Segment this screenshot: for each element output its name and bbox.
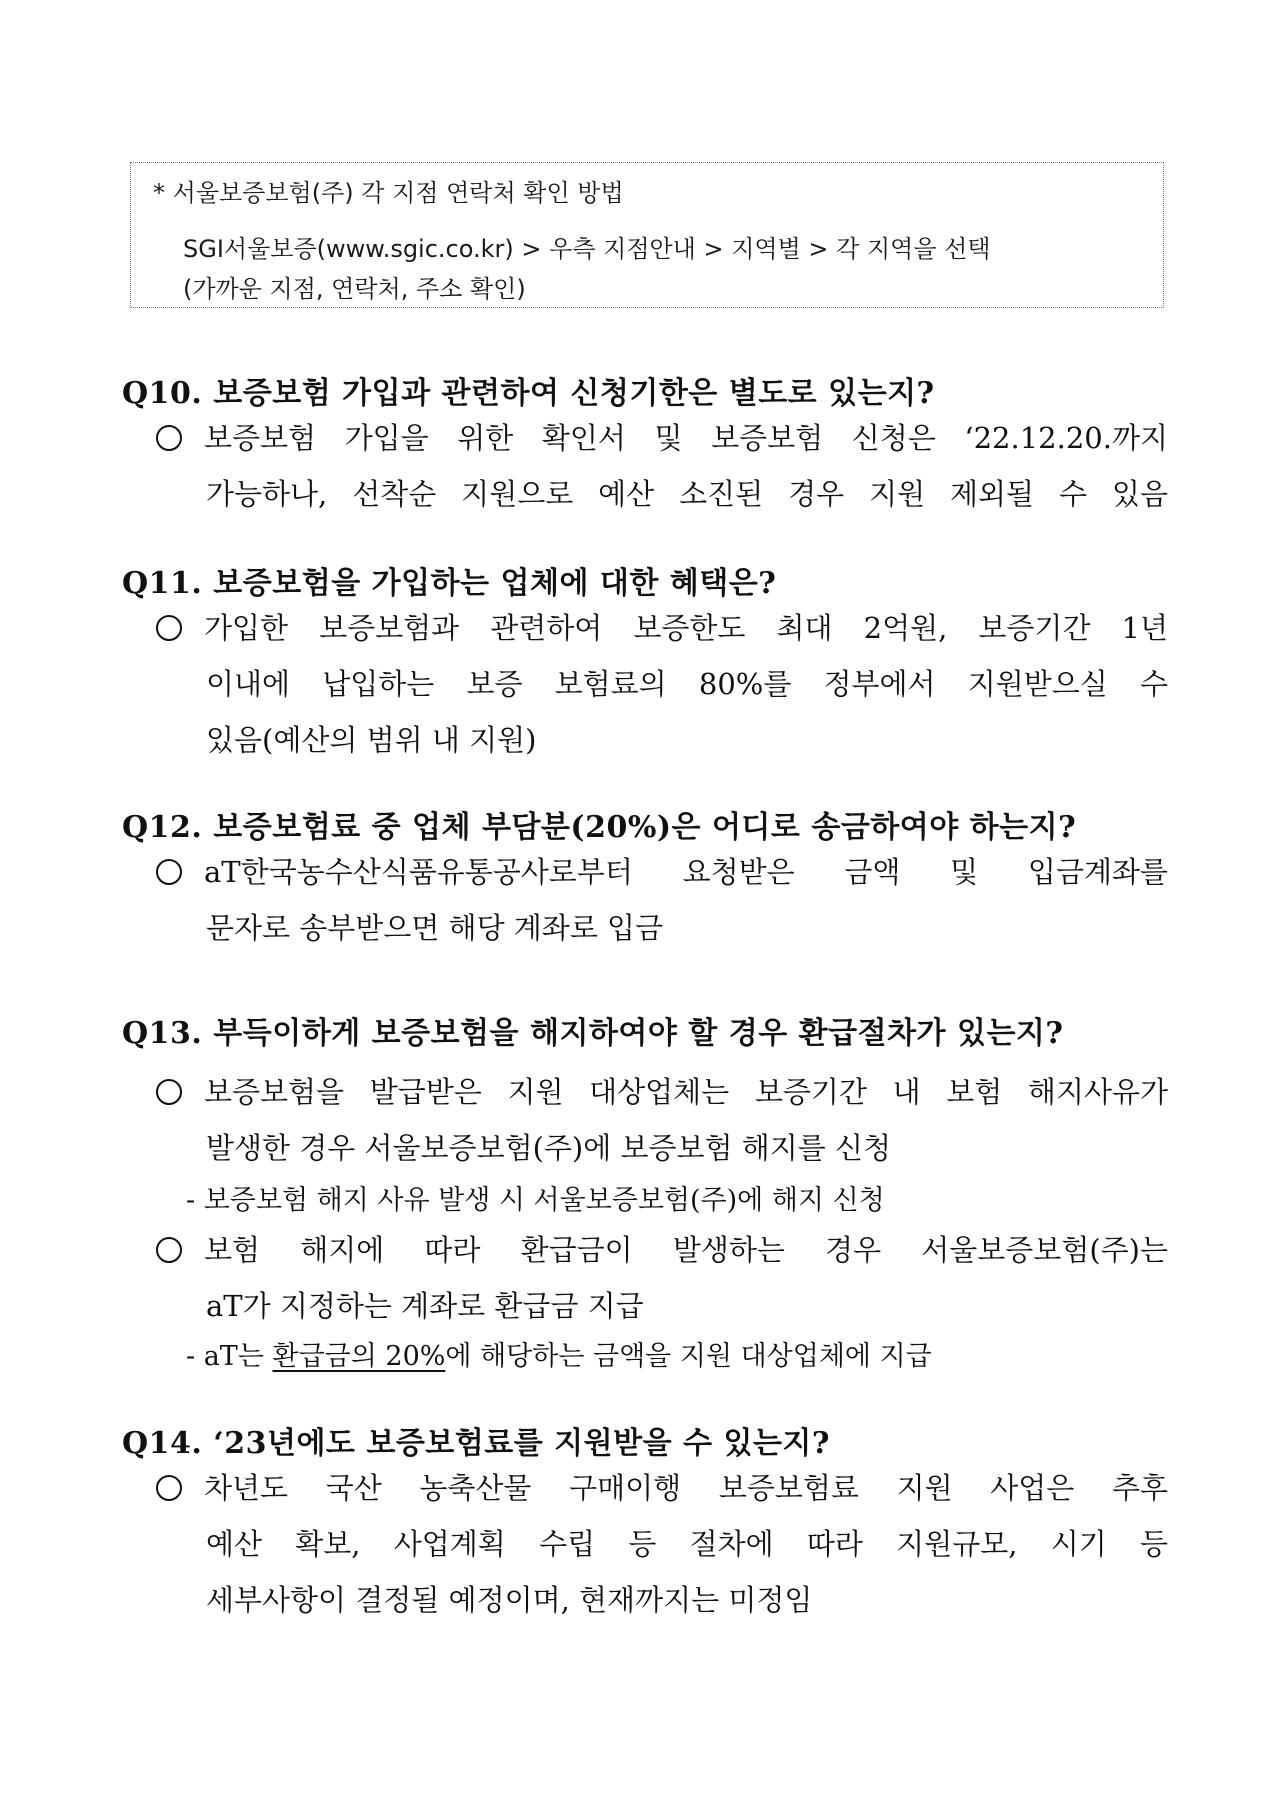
answer-line: 문자로 송부받으면 해당 계좌로 입금 bbox=[206, 911, 664, 945]
answer-line: 이내에 납입하는 보증 보험료의 80%를 정부에서 지원받으실 수 bbox=[206, 667, 1168, 701]
underlined-text: 환급금의 20% bbox=[272, 1341, 446, 1372]
answer-q10 bbox=[156, 410, 1168, 522]
note-detail: (가까운 지점, 연락처, 주소 확인) bbox=[183, 275, 526, 303]
circle-bullet-icon bbox=[156, 1079, 182, 1105]
answer-q12 bbox=[156, 844, 1168, 956]
circle-bullet-icon bbox=[156, 859, 182, 885]
answer-q13-sub-2: - aT는 환급금의 20%에 해당하는 금액을 지원 대상업체에 지급 bbox=[186, 1341, 932, 1372]
answer-line: 세부사항이 결정될 예정이며, 현재까지는 미정임 bbox=[206, 1583, 813, 1617]
note-title: * 서울보증보험(주) 각 지점 연락처 확인 방법 bbox=[153, 179, 624, 207]
answer-line: 있음(예산의 범위 내 지원) bbox=[206, 723, 537, 757]
answer-line: 예산 확보, 사업계획 수립 등 절차에 따라 지원규모, 시기 등 bbox=[206, 1527, 1168, 1561]
circle-bullet-icon bbox=[156, 1475, 182, 1501]
answer-line: 차년도 국산 농축산물 구매이행 보증보험료 지원 사업은 추후 bbox=[156, 1460, 1168, 1516]
answer-q13-2 bbox=[156, 1222, 1168, 1334]
question-q13: Q13. 부득이하게 보증보험을 해지하여야 할 경우 환급절차가 있는지? bbox=[122, 1016, 1064, 1051]
contact-note-box bbox=[130, 162, 1164, 308]
answer-line: 가능하나, 선착순 지원으로 예산 소진된 경우 지원 제외될 수 있음 bbox=[206, 477, 1168, 511]
answer-line: 발생한 경우 서울보증보험(주)에 보증보험 해지를 신청 bbox=[206, 1131, 892, 1165]
answer-line: aT가 지정하는 계좌로 환급금 지급 bbox=[206, 1289, 644, 1323]
circle-bullet-icon bbox=[156, 615, 182, 641]
question-q14: Q14. ‘23년에도 보증보험료를 지원받을 수 있는지? bbox=[122, 1426, 830, 1461]
answer-q13-sub-1: - 보증보험 해지 사유 발생 시 서울보증보험(주)에 해지 신청 bbox=[186, 1185, 885, 1216]
answer-q11 bbox=[156, 600, 1168, 768]
circle-bullet-icon bbox=[156, 425, 182, 451]
answer-line: 보증보험을 발급받은 지원 대상업체는 보증기간 내 보험 해지사유가 bbox=[156, 1064, 1168, 1120]
question-q12: Q12. 보증보험료 중 업체 부담분(20%)은 어디로 송금하여야 하는지? bbox=[122, 810, 1077, 845]
circle-bullet-icon bbox=[156, 1237, 182, 1263]
answer-line: 가입한 보증보험과 관련하여 보증한도 최대 2억원, 보증기간 1년 bbox=[156, 600, 1168, 656]
question-q10: Q10. 보증보험 가입과 관련하여 신청기한은 별도로 있는지? bbox=[122, 376, 935, 411]
answer-q14 bbox=[156, 1460, 1168, 1628]
question-q11: Q11. 보증보험을 가입하는 업체에 대한 혜택은? bbox=[122, 566, 777, 601]
note-path: SGI서울보증(www.sgic.co.kr) > 우측 지점안내 > 지역별 > 각 지역을 선택 bbox=[183, 235, 991, 263]
answer-line: 보험 해지에 따라 환급금이 발생하는 경우 서울보증보험(주)는 bbox=[156, 1222, 1168, 1278]
answer-line: 보증보험 가입을 위한 확인서 및 보증보험 신청은 ‘22.12.20.까지 bbox=[156, 410, 1168, 466]
answer-q13-1 bbox=[156, 1064, 1168, 1176]
answer-line: aT한국농수산식품유통공사로부터 요청받은 금액 및 입금계좌를 bbox=[156, 844, 1168, 900]
